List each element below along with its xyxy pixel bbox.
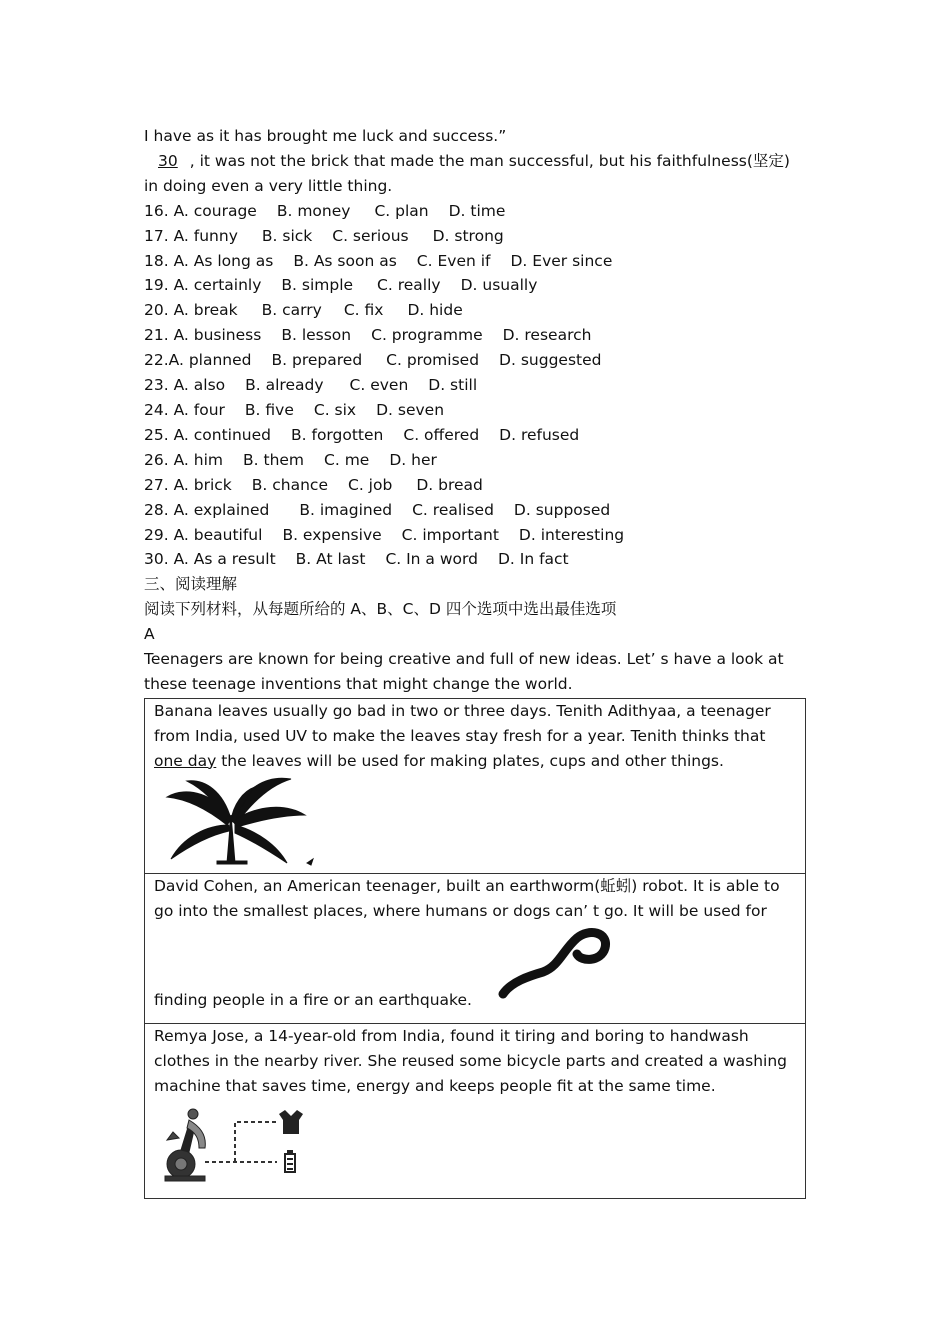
inventions-table — [144, 698, 806, 1199]
option-a: 17. A. funny — [144, 226, 238, 245]
document-page — [144, 124, 806, 1199]
option-d: D. her — [389, 450, 437, 469]
box3-line2: clothes in the nearby river. She reused some bicycle parts and created a washing — [154, 1051, 787, 1070]
option-b: B. chance — [251, 475, 328, 494]
bicycle-washer-image — [159, 1104, 309, 1186]
option-a: 18. A. As long as — [144, 251, 274, 270]
question-row — [144, 199, 806, 224]
option-b: B. simple — [281, 276, 354, 295]
question-row — [144, 448, 806, 473]
option-c: C. programme — [371, 326, 483, 345]
passage-intro-1: Teenagers are known for being creative and full of new ideas. Let’ s have a look at — [144, 650, 784, 669]
option-a: 25. A. continued — [144, 425, 271, 444]
option-c: C. six — [313, 400, 357, 419]
option-c: C. plan — [374, 201, 429, 220]
option-a: 21. A. business — [144, 326, 262, 345]
box2-line2: go into the smallest places, where humans or dogs can’ t go. It will be used for — [154, 901, 767, 920]
banana-plant-image — [157, 775, 317, 869]
option-c: C. promised — [386, 351, 480, 370]
option-d: D. interesting — [518, 525, 625, 544]
box1-line3-rest: the leaves will be used for making plates, cups and other things. — [216, 751, 724, 770]
option-c: C. In a word — [385, 550, 478, 569]
option-a: 29. A. beautiful — [144, 525, 263, 544]
option-b: B. five — [244, 400, 294, 419]
section-instruction: 阅读下列材料，从每题所给的 A、B、C、D 四个选项中选出最佳选项 — [144, 600, 617, 619]
option-c: C. important — [401, 525, 499, 544]
option-d: D. research — [502, 326, 592, 345]
option-a: 30. A. As a result — [144, 550, 276, 569]
q30-blank: 30 — [158, 151, 178, 170]
invention-banana — [145, 699, 805, 873]
option-a: 26. A. him — [144, 450, 223, 469]
option-b: B. prepared — [271, 351, 363, 370]
option-b: B. sick — [261, 226, 313, 245]
question-row — [144, 249, 806, 274]
option-d: D. In fact — [497, 550, 569, 569]
option-c: C. fix — [343, 301, 384, 320]
option-d: D. strong — [432, 226, 504, 245]
option-d: D. hide — [407, 301, 463, 320]
option-d: D. refused — [499, 425, 580, 444]
option-b: B. money — [276, 201, 351, 220]
passage-label: A — [144, 625, 155, 644]
option-b: B. At last — [295, 550, 366, 569]
option-d: D. Ever since — [510, 251, 613, 270]
option-b: B. lesson — [281, 326, 352, 345]
option-b: B. carry — [261, 301, 322, 320]
question-row — [144, 498, 806, 523]
option-a: 23. A. also — [144, 376, 226, 395]
question-row — [144, 373, 806, 398]
option-d: D. usually — [460, 276, 538, 295]
option-d: D. seven — [376, 400, 445, 419]
option-b: B. imagined — [299, 500, 393, 519]
q30-sentence-cont: in doing even a very little thing. — [144, 176, 393, 195]
question-row — [144, 224, 806, 249]
question-list — [144, 199, 806, 573]
option-a: 28. A. explained — [144, 500, 270, 519]
question-row — [144, 323, 806, 348]
option-c: C. job — [348, 475, 393, 494]
question-row — [144, 348, 806, 373]
option-c: C. offered — [403, 425, 480, 444]
question-row — [144, 473, 806, 498]
option-a: 24. A. four — [144, 400, 225, 419]
option-d: D. bread — [416, 475, 483, 494]
question-row — [144, 273, 806, 298]
option-b: B. As soon as — [293, 251, 397, 270]
section-title: 三、阅读理解 — [144, 575, 238, 594]
option-c: C. even — [349, 376, 409, 395]
option-a: 16. A. courage — [144, 201, 257, 220]
question-row — [144, 547, 806, 572]
option-b: B. them — [243, 450, 305, 469]
earthworm-robot-image — [497, 928, 613, 1000]
box1-underlined: one day — [154, 751, 217, 770]
option-b: B. expensive — [282, 525, 382, 544]
box1-line2: from India, used UV to make the leaves stay fresh for a year. Tenith thinks that — [154, 726, 766, 745]
option-c: C. Even if — [416, 251, 491, 270]
option-a: 20. A. break — [144, 301, 238, 320]
box2-line3: finding people in a fire or an earthquake. — [154, 990, 472, 1009]
box3-line3: machine that saves time, energy and keeps people fit at the same time. — [154, 1076, 716, 1095]
option-d: D. time — [448, 201, 506, 220]
question-row — [144, 298, 806, 323]
box1-line1: Banana leaves usually go bad in two or three days. Tenith Adithyaa, a teenager — [154, 701, 771, 720]
intro-line: I have as it has brought me luck and success.” — [144, 127, 507, 145]
question-row — [144, 523, 806, 548]
invention-washing-machine — [145, 1023, 805, 1198]
option-c: C. serious — [332, 226, 409, 245]
question-row — [144, 398, 806, 423]
option-b: B. already — [245, 376, 324, 395]
box2-line1: David Cohen, an American teenager, built an earthworm(蚯蚓) robot. It is able to — [154, 876, 780, 895]
q30-rest: , it was not the brick that made the man successful, but his faithfulness(坚定) — [189, 151, 790, 170]
q30-sentence — [144, 149, 806, 174]
option-d: D. still — [428, 376, 478, 395]
option-a: 19. A. certainly — [144, 276, 262, 295]
option-d: D. supposed — [513, 500, 611, 519]
option-d: D. suggested — [499, 351, 602, 370]
question-row — [144, 423, 806, 448]
option-a: 27. A. brick — [144, 475, 232, 494]
option-a: 22.A. planned — [144, 351, 252, 370]
box1-line3 — [154, 749, 796, 774]
passage-intro-2: these teenage inventions that might change the world. — [144, 674, 573, 693]
option-c: C. realised — [412, 500, 494, 519]
box3-line1: Remya Jose, a 14-year-old from India, found it tiring and boring to handwash — [154, 1026, 749, 1045]
option-b: B. forgotten — [291, 425, 384, 444]
invention-earthworm — [145, 873, 805, 1023]
option-c: C. me — [324, 450, 370, 469]
option-c: C. really — [377, 276, 441, 295]
